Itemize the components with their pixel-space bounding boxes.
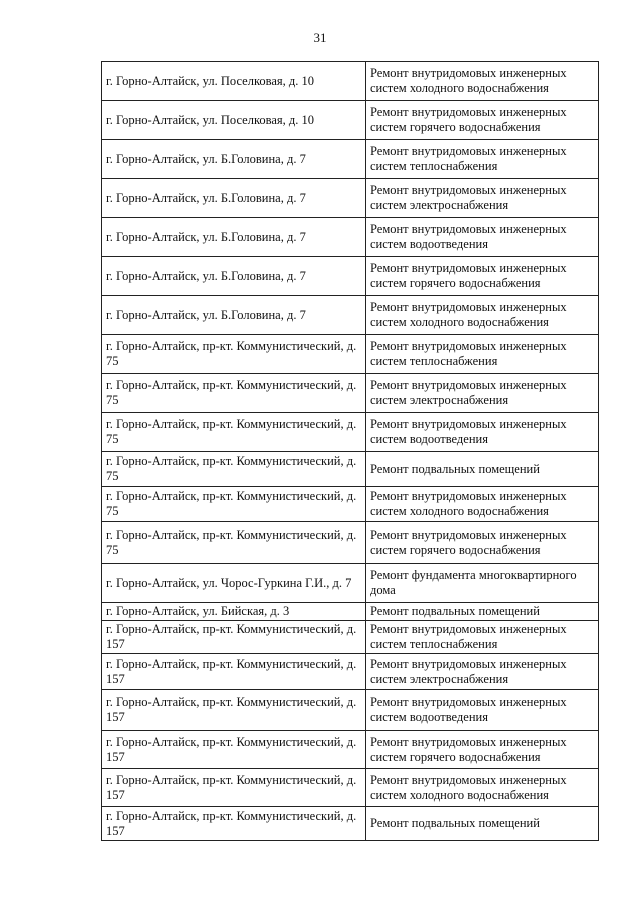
work-cell: Ремонт внутридомовых инженерных систем водоотведения xyxy=(366,690,599,731)
work-cell: Ремонт подвальных помещений xyxy=(366,452,599,487)
address-cell: г. Горно-Алтайск, пр-кт. Коммунистический, д. 157 xyxy=(102,769,366,807)
page-number: 31 xyxy=(313,30,327,45)
table-row xyxy=(102,218,599,257)
work-cell: Ремонт подвальных помещений xyxy=(366,807,599,841)
address-cell: г. Горно-Алтайск, пр-кт. Коммунистический, д. 75 xyxy=(102,374,366,413)
table-row xyxy=(102,807,599,841)
work-cell: Ремонт внутридомовых инженерных систем теплоснабжения xyxy=(366,335,599,374)
address-cell: г. Горно-Алтайск, пр-кт. Коммунистический, д. 75 xyxy=(102,522,366,564)
table-row xyxy=(102,62,599,101)
table-row xyxy=(102,179,599,218)
work-cell: Ремонт внутридомовых инженерных систем холодного водоснабжения xyxy=(366,769,599,807)
address-cell: г. Горно-Алтайск, пр-кт. Коммунистический, д. 157 xyxy=(102,807,366,841)
address-cell: г. Горно-Алтайск, ул. Б.Головина, д. 7 xyxy=(102,296,366,335)
table-row xyxy=(102,257,599,296)
table-row xyxy=(102,621,599,654)
table-row xyxy=(102,452,599,487)
work-cell: Ремонт внутридомовых инженерных систем теплоснабжения xyxy=(366,621,599,654)
table-row xyxy=(102,654,599,690)
address-cell: г. Горно-Алтайск, пр-кт. Коммунистический, д. 75 xyxy=(102,413,366,452)
work-cell: Ремонт внутридомовых инженерных систем теплоснабжения xyxy=(366,140,599,179)
address-cell: г. Горно-Алтайск, ул. Чорос-Гуркина Г.И., д. 7 xyxy=(102,564,366,603)
table-row xyxy=(102,769,599,807)
table-row xyxy=(102,690,599,731)
table-row xyxy=(102,296,599,335)
table-body xyxy=(102,62,599,841)
table-row xyxy=(102,101,599,140)
address-cell: г. Горно-Алтайск, ул. Бийская, д. 3 xyxy=(102,603,366,621)
address-cell: г. Горно-Алтайск, пр-кт. Коммунистический, д. 75 xyxy=(102,452,366,487)
work-cell: Ремонт фундамента многоквартирного дома xyxy=(366,564,599,603)
address-cell: г. Горно-Алтайск, пр-кт. Коммунистический, д. 75 xyxy=(102,335,366,374)
table-row xyxy=(102,603,599,621)
table-row xyxy=(102,731,599,769)
work-cell: Ремонт внутридомовых инженерных систем холодного водоснабжения xyxy=(366,62,599,101)
work-cell: Ремонт внутридомовых инженерных систем водоотведения xyxy=(366,413,599,452)
table-row xyxy=(102,564,599,603)
table-row xyxy=(102,335,599,374)
address-cell: г. Горно-Алтайск, пр-кт. Коммунистический, д. 157 xyxy=(102,621,366,654)
address-cell: г. Горно-Алтайск, пр-кт. Коммунистический, д. 75 xyxy=(102,487,366,522)
address-cell: г. Горно-Алтайск, ул. Б.Головина, д. 7 xyxy=(102,179,366,218)
address-cell: г. Горно-Алтайск, ул. Поселковая, д. 10 xyxy=(102,101,366,140)
table-row xyxy=(102,140,599,179)
work-cell: Ремонт внутридомовых инженерных систем холодного водоснабжения xyxy=(366,296,599,335)
work-cell: Ремонт внутридомовых инженерных систем холодного водоснабжения xyxy=(366,487,599,522)
table-row xyxy=(102,374,599,413)
repair-registry-table xyxy=(101,61,599,841)
address-cell: г. Горно-Алтайск, пр-кт. Коммунистический, д. 157 xyxy=(102,654,366,690)
work-cell: Ремонт внутридомовых инженерных систем горячего водоснабжения xyxy=(366,257,599,296)
work-cell: Ремонт внутридомовых инженерных систем водоотведения xyxy=(366,218,599,257)
work-cell: Ремонт подвальных помещений xyxy=(366,603,599,621)
work-cell: Ремонт внутридомовых инженерных систем электроснабжения xyxy=(366,654,599,690)
table-row xyxy=(102,487,599,522)
work-cell: Ремонт внутридомовых инженерных систем электроснабжения xyxy=(366,179,599,218)
work-cell: Ремонт внутридомовых инженерных систем электроснабжения xyxy=(366,374,599,413)
address-cell: г. Горно-Алтайск, ул. Б.Головина, д. 7 xyxy=(102,140,366,179)
address-cell: г. Горно-Алтайск, пр-кт. Коммунистический, д. 157 xyxy=(102,690,366,731)
table-row xyxy=(102,413,599,452)
work-cell: Ремонт внутридомовых инженерных систем горячего водоснабжения xyxy=(366,731,599,769)
address-cell: г. Горно-Алтайск, ул. Поселковая, д. 10 xyxy=(102,62,366,101)
address-cell: г. Горно-Алтайск, ул. Б.Головина, д. 7 xyxy=(102,218,366,257)
work-cell: Ремонт внутридомовых инженерных систем горячего водоснабжения xyxy=(366,522,599,564)
work-cell: Ремонт внутридомовых инженерных систем горячего водоснабжения xyxy=(366,101,599,140)
address-cell: г. Горно-Алтайск, ул. Б.Головина, д. 7 xyxy=(102,257,366,296)
address-cell: г. Горно-Алтайск, пр-кт. Коммунистический, д. 157 xyxy=(102,731,366,769)
table-row xyxy=(102,522,599,564)
